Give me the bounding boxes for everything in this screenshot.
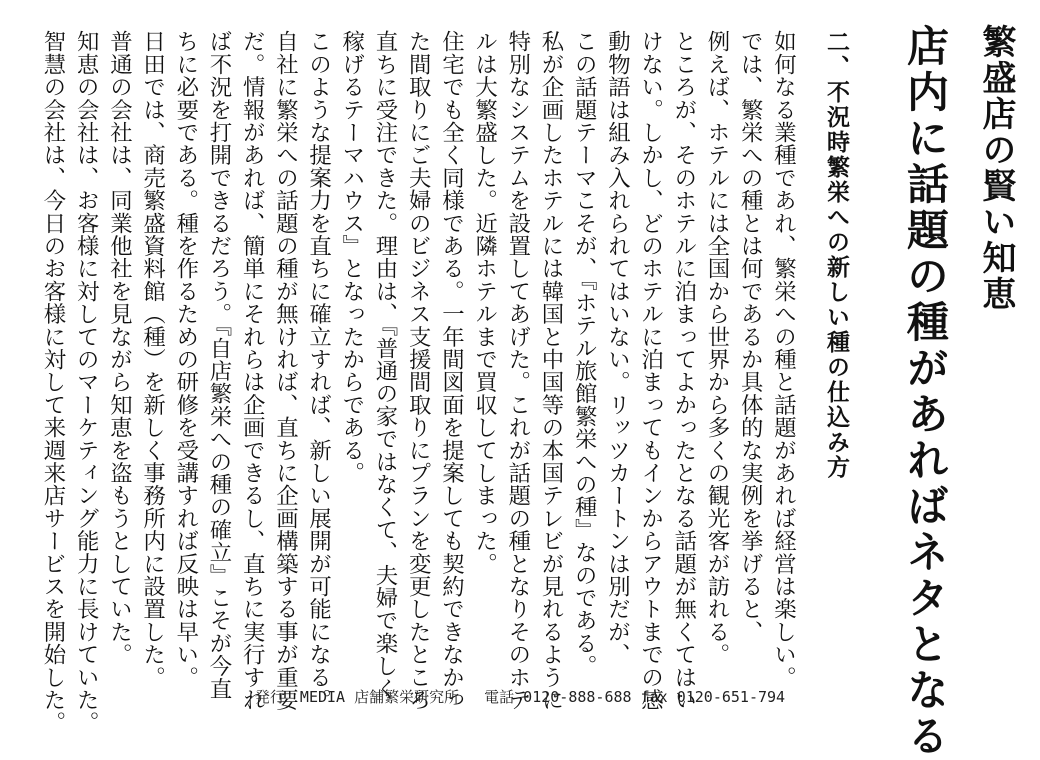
body-line: だ。情報があれば、簡単にそれらは企画できるし、直ちに実行すれ [239,30,266,711]
body-line: 知恵の会社は、お客様に対してのマーケティング能力に長けていた。 [73,30,100,734]
body-line: この話題テーマこそが、『ホテル旅館繁栄への種』なのである。 [571,30,598,678]
body-line: ルは大繁盛した。近隣ホテルまで買収してしまった。 [471,30,498,575]
body-line: 例えば、ホテルには全国から世界から多くの観光客が訪れる。 [704,30,730,666]
body-line: ところが、そのホテルに泊まってよかったとなる話題が無くてはい [670,30,697,711]
body-line: 智慧の会社は、今日のお客様に対して来週来店サービスを開始した。 [40,30,66,734]
body-line: 日田では、商売繁盛資料館（種）を新しく事務所内に設置した。 [139,30,166,689]
body-line: このような提案力を直ちに確立すれば、新しい展開が可能になる。 [305,30,332,711]
body-line: けない。しかし、どのホテルに泊まってもインからアウトまでの感 [637,30,664,711]
body-line: た間取りにご夫婦のビジネス支援間取りにプランを変更したところ [405,30,432,711]
footer [0,686,1040,707]
body-line: 稼げるテーマハウス』となったからである。 [338,30,365,484]
body-line: では、繁栄への種とは何であるか具体的な実例を挙げると、 [737,30,764,643]
footer-publisher: 発行 MEDIA 店舗繁栄研究所 [254,688,460,706]
body-line: ば不況を打開できるだろう。『自店繁栄への種の確立』こそが今直 [206,30,232,700]
body-line: ちに必要である。種を作るための研修を受講すれば反映は早い。 [172,30,199,689]
body-line: 住宅でも全く同様である。一年間図面を提案しても契約できなかっ [438,30,465,711]
body-line: 直ちに受注できた。理由は、『普通の家ではなくて、夫婦で楽しく [372,30,398,700]
body-line: 普通の会社は、同業他社を見ながら知恵を盗もうとしていた。 [106,30,133,666]
section-heading: 二、不況時繁栄への新しい種の仕込み方 [823,30,850,480]
footer-contact: 電話 0120-888-688 fax 0120-651-794 [484,688,786,706]
main-title: 店内に話題の種があればネタとなる [901,24,950,760]
body-line: 如何なる業種であれ、繁栄への種と話題があれば経営は楽しい。 [770,30,797,689]
body-line: 特別なシステムを設置してあげた。これが話題の種となりそのホテ [504,30,531,711]
body-line: 私が企画したホテルには韓国と中国等の本国テレビが見れるように [538,30,564,711]
body-line: 動物語は組み入れられてはいない。リッツカートンは別だが、 [604,30,631,666]
body-line: 自社に繁栄への話題の種が無ければ、直ちに企画構築する事が重要 [272,30,299,711]
series-title: 繁盛店の賢い知恵 [976,24,1016,312]
